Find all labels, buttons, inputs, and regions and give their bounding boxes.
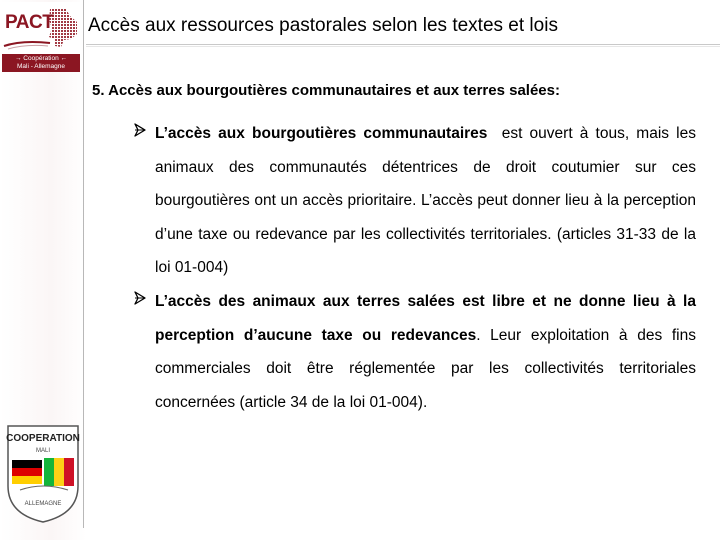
page-title: Accès aux ressources pastorales selon les textes et lois xyxy=(88,15,558,36)
arrow-bullet-icon xyxy=(133,291,147,305)
arrow-bullet-icon xyxy=(133,123,147,137)
bullet-body-text: . Leur exploitation à des fins commerciales doit être réglementée par les collectivités territoriales concernées (article 34 de la loi 01-004). xyxy=(155,326,696,411)
badge-line2: MALI xyxy=(35,448,51,454)
pact-band-line2: Mali - Allemagne xyxy=(16,63,66,70)
bullet-bold-text: L’accès aux bourgoutières communautaires xyxy=(155,125,488,142)
sidebar-divider xyxy=(83,0,84,528)
pact-swoosh-icon xyxy=(2,38,52,50)
header-divider xyxy=(86,44,720,45)
header-divider-shadow xyxy=(86,46,720,47)
section-heading: 5. Accès aux bourgoutières communautaires et aux terres salées: xyxy=(92,82,560,99)
badge-line1: COOPERATION xyxy=(6,433,80,444)
bullet-bold-text: L’accès des animaux aux terres salées est libre et ne donne lieu à la perception d’aucune taxe ou redevances xyxy=(155,293,696,344)
pact-logo-box xyxy=(2,2,80,55)
bullet-item-bourgoutieres xyxy=(155,117,696,285)
badge-line3: ALLEMAGNE xyxy=(24,501,62,507)
pact-logo xyxy=(2,0,80,74)
pact-wordmark: PACT xyxy=(5,12,54,33)
pact-band-line1: → Coopération ← xyxy=(14,55,68,62)
bullet-body-text: est ouvert à tous, mais les animaux des communautés détentrices de droit coutumier sur ces bourgoutières ont un accès prioritaire. L’accès peut donner lieu à la perception d’une taxe ou redevance par les collectivités territoriales. (articles 31-33 de la loi 01-004) xyxy=(155,125,696,276)
pact-band xyxy=(2,54,80,72)
bullet-item-terres-salees xyxy=(155,285,696,419)
cooperation-badge xyxy=(6,424,80,524)
